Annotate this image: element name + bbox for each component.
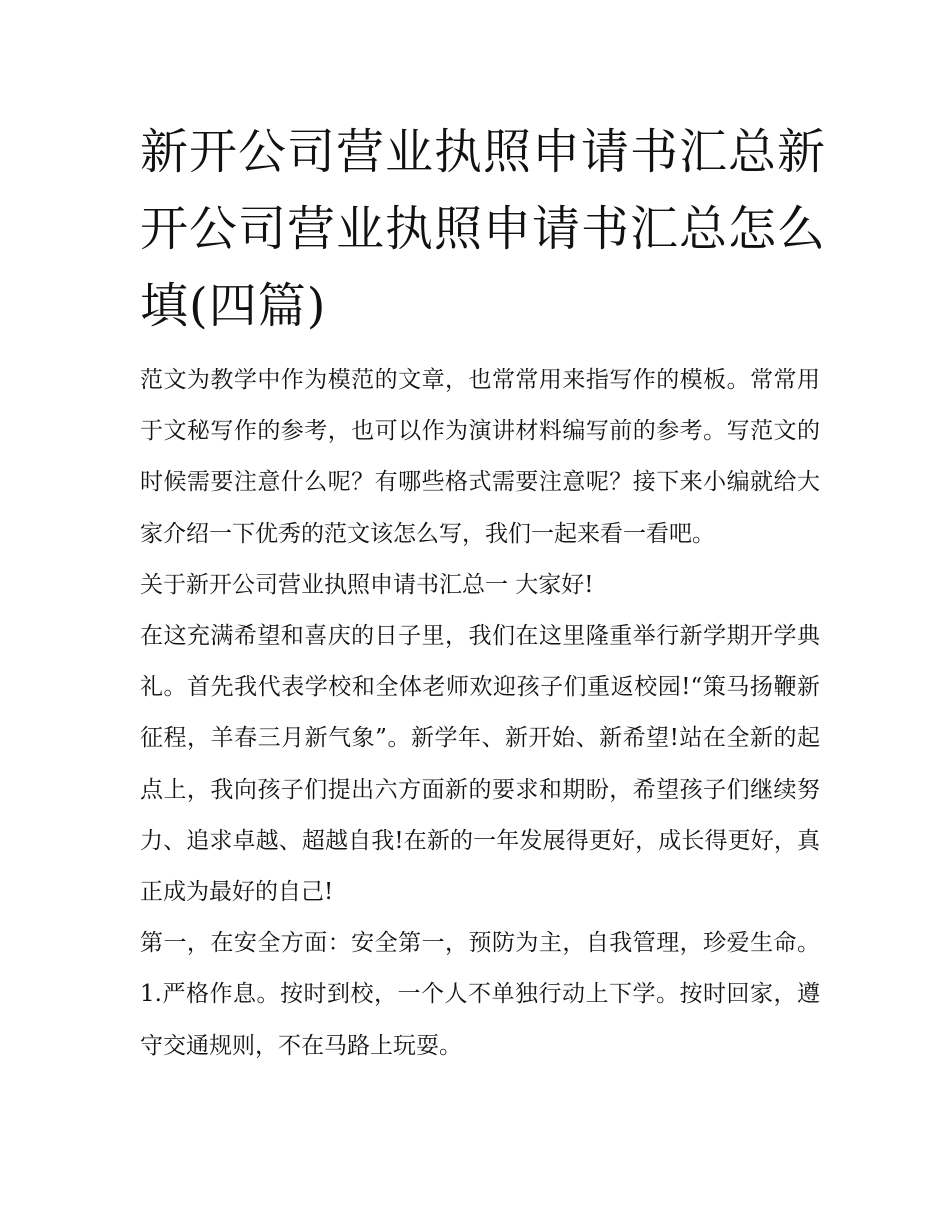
section-heading-paragraph: 关于新开公司营业执照申请书汇总一 大家好! <box>140 571 594 598</box>
safety-paragraph: 第一，在安全方面：安全第一，预防为主，自我管理，珍爱生命。 1.严格作息。按时到校，一个人不单独行动上下学。按时回家，遵守交通规则，不在马路上玩耍。 <box>140 930 820 1059</box>
speech-paragraph: 在这充满希望和喜庆的日子里，我们在这里隆重举行新学期开学典礼。首先我代表学校和全体老师欢迎孩子们重返校园!“策马扬鞭新征程，羊春三月新气象”。新学年、新开始、新希望!站在全新的起点上，我向孩子们提出六方面新的要求和期盼，希望孩子们继续努力、追求卓越、超越自我!在新的一年发展得更好，成长得更好，真正成为最好的自己! <box>140 623 820 906</box>
document-body <box>140 355 820 1072</box>
intro-paragraph: 范文为教学中作为模范的文章，也常常用来指写作的模板。常常用于文秘写作的参考，也可以作为演讲材料编写前的参考。写范文的时候需要注意什么呢？有哪些格式需要注意呢？接下来小编就给大家介绍一下优秀的范文该怎么写，我们一起来看一看吧。 <box>140 367 820 547</box>
document-title: 新开公司营业执照申请书汇总新开公司营业执照申请书汇总怎么填(四篇) <box>140 124 827 334</box>
